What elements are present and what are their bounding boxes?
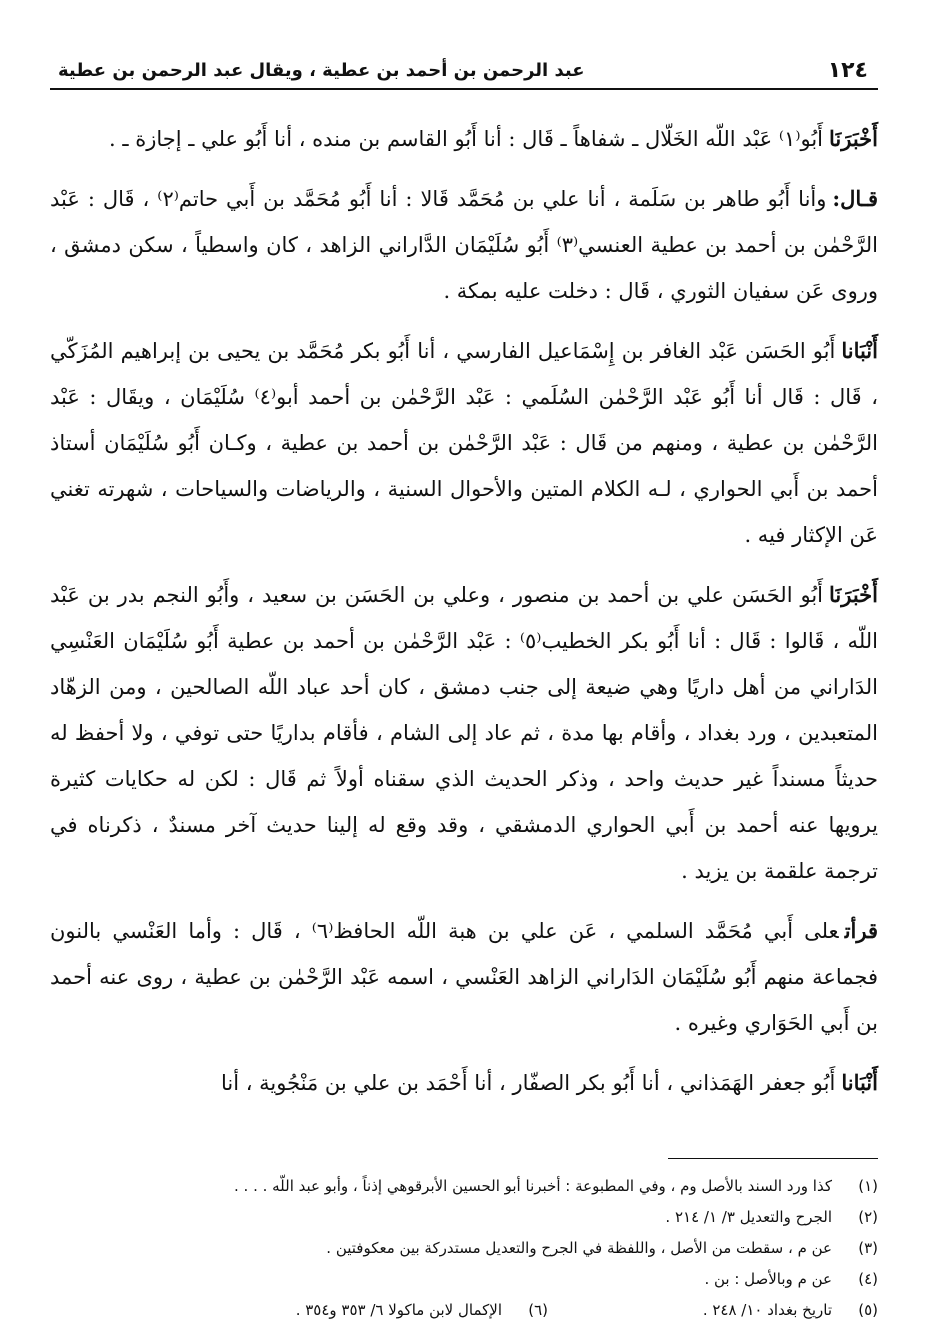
footnote-text: عن م ، سقطت من الأصل ، واللفظة في الجرح والتعديل مستدركة بين معكوفتين . (326, 1239, 832, 1257)
page-number: ١٢٤ (827, 58, 868, 83)
footnote-number: (٥) (858, 1301, 878, 1319)
running-head: عبد الرحمن بن أحمد بن عطية ، ويقال عبد الرحمن بن عطية (58, 60, 585, 81)
footnote-text: عن م وبالأصل : بن . (704, 1270, 832, 1288)
paragraph-text: على أَبي مُحَمَّد السلمي ، عَن علي بن هبة اللّه الحافظ⁽٦⁾ ، قَال : وأما العَنْسي بالنون فجماعة منهم أَبُو سُلَيْمَان الدَاراني الزاهد العَنْسي ، اسمه عَبْد الرَّحْمٰن بن عطية ، روى عنه أحمد بن أَبي الحَوَاري وغيره . (50, 919, 878, 1035)
page-header (50, 40, 878, 90)
footnote-text: كذا ورد السند بالأصل وم ، وفي المطبوعة : أخبرنا أبو الحسين الأبرقوهي إذناً ، وأبو عبد اللّه . . . . (234, 1177, 832, 1195)
footnote (218, 1295, 548, 1326)
footnote-number: (٦) (528, 1301, 548, 1319)
paragraph-lead: أَخْبَرَنَا (829, 582, 878, 607)
paragraph-text: أَبُو جعفر الهَمَذاني ، أنا أَبُو بكر الصفّار ، أنا أَحْمَد بن علي بن مَنْجُوية ، أنا (220, 1071, 836, 1095)
book-page (50, 40, 879, 1319)
paragraph-lead: قرأت (844, 918, 878, 943)
footnote-text: الجرح والتعديل ٣/ ١/ ٢١٤ . (665, 1208, 832, 1226)
paragraph (50, 328, 878, 558)
paragraph (50, 116, 878, 162)
paragraph-lead: أَنْبَانا (841, 338, 878, 363)
paragraph-text: أَبُو الحَسَن علي بن أحمد بن منصور ، وعلي بن الحَسَن بن سعيد ، وأَبُو النجم بدر بن عَبْد اللّه ، قَالوا : قَال : أنا أَبُو بكر الخطيب⁽٥⁾ : عَبْد الرَّحْمٰن بن أحمد بن عطية أَبُو سُلَيْمَان العَنْسِي الدَاراني من أهل داريًا وهي ضيعة إلى جنب دمشق ، كان أحد عباد اللّه الصالحين ، ومن الزهّاد المتعبدين ، ورد بغداد ، وأقام بها مدة ، ثم عاد إلى الشام ، فأقام بداريًا حتى توفي ، ولا أحفظ له حديثاً مسنداً غير حديث واحد ، وذكر الحديث الذي سقناه أولاً ثم قَال : لكن له حكايات كثيرة يرويها عنه أحمد بن أَبي الحواري الدمشقي ، وقد وقع له إلينا حديث آخر مسندٌ ، ذكرناه في ترجمة علقمة بن يزيد . (50, 583, 879, 883)
footnote (50, 1264, 878, 1295)
footnote-number: (٤) (858, 1270, 878, 1288)
footnote-number: (١) (858, 1177, 878, 1195)
footnote-number: (٢) (858, 1208, 878, 1226)
paragraph-text: أَبُو الحَسَن عَبْد الغافر بن إِسْمَاعيل الفارسي ، أنا أَبُو بكر مُحَمَّد بن يحيى بن إبراهيم المُزَكّي ، قَال : قَال أنا أَبُو عَبْد الرَّحْمٰن السُلَمي : عَبْد الرَّحْمٰن بن أحمد أبو⁽٤⁾ سُلَيْمَان ، ويقَال : عَبْد الرَّحْمٰن بن عطية ، ومنهم من قَال : عَبْد الرَّحْمٰن بن أحمد بن عطية ، وكـان أَبُو سُلَيْمَان أستاذ أحمد بن أَبي الحواري ، لـه الكلام المتين والأحوال السنية ، والرياضات والسياحات ، شهرته تغني عَن الإكثار فيه . (50, 339, 878, 547)
paragraph-lead: أَخْبَرَنَا (829, 126, 878, 151)
footnote-pair (50, 1295, 878, 1326)
footnote-text: الإكمال لابن ماكولا ٦/ ٣٥٣ و٣٥٤ . (295, 1301, 502, 1319)
footnote (548, 1295, 878, 1326)
paragraph (50, 572, 878, 894)
footnote-number: (٣) (858, 1239, 878, 1257)
paragraph (50, 908, 878, 1046)
footnote (50, 1202, 878, 1233)
paragraph-text: وأنا أَبُو طاهر بن سَلَمة ، أنا علي بن مُحَمَّد قَالا : أنا أَبُو مُحَمَّد بن أَبي حاتم⁽٢⁾ ، قَال : عَبْد الرَّحْمٰن بن أحمد بن عطية العنسي⁽٣⁾ أَبُو سُلَيْمَان الدَّاراني الزاهد ، كان واسطياً ، سكن دمشق ، وروى عَن سفيان الثوري ، قَال : دخلت عليه بمكة . (50, 187, 878, 303)
paragraph-text: أَبُو⁽١⁾ عَبْد اللّه الخَلّال ـ شفاهاً ـ قَال : أنا أَبُو القاسم بن منده ، أنا أَبُو علي ـ إجازة ـ . (109, 127, 824, 151)
paragraph (50, 1060, 878, 1106)
footnotes (50, 1171, 878, 1326)
footnote-separator (668, 1158, 878, 1159)
footnote (50, 1233, 878, 1264)
paragraph (50, 176, 878, 314)
paragraph-lead: قـال: (832, 186, 878, 211)
footnote (50, 1171, 878, 1202)
paragraph-lead: أَنْبَانا (841, 1070, 878, 1095)
footnote-text: تاريخ بغداد ١٠/ ٢٤٨ . (702, 1301, 832, 1319)
main-text (50, 116, 878, 1106)
